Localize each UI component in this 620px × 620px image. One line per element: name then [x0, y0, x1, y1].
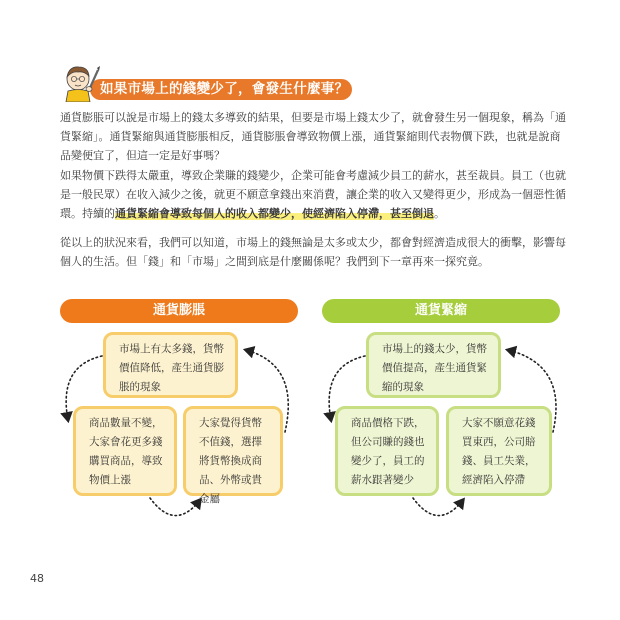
inflation-box-right: 大家覺得貨幣不值錢，選擇將貨幣換成商品、外幣或貴金屬	[183, 406, 283, 496]
deflation-box-left: 商品價格下跌，但公司賺的錢也變少了，員工的薪水跟著變少	[335, 406, 439, 496]
paragraph-2-text-end: 。	[434, 207, 445, 220]
paragraph-2-highlight: 通貨緊縮會導致每個人的收入都變少，使經濟陷入停滯，甚至倒退	[115, 207, 434, 220]
section-title: 如果市場上的錢變少了，會發生什麼事？	[90, 79, 352, 100]
page-number: 48	[30, 572, 44, 585]
boy-mascot-icon	[62, 62, 102, 102]
deflation-box-top: 市場上的錢太少，貨幣價值提高，產生通貨緊縮的現象	[366, 332, 501, 398]
deflation-box-right: 大家不願意花錢買東西，公司賠錢、員工失業，經濟陷入停滯	[446, 406, 552, 496]
paragraph-1-text: 通貨膨脹可以說是市場上的錢太多導致的結果，但要是市場上錢太少了，就會發生另一個現象，稱為「通貨緊縮」。通貨緊縮與通貨膨脹相反，通貨膨脹會導致物價上漲，通貨緊縮則代表物價下跌，也就是說商品變便宜了，但這一定是好事嗎？	[60, 111, 566, 162]
inflation-arrow-bottom	[150, 498, 200, 516]
paragraph-1	[60, 108, 570, 165]
paragraph-2	[60, 166, 570, 223]
inflation-box-left: 商品數量不變，大家會花更多錢購買商品，導致物價上漲	[73, 406, 177, 496]
paragraph-3-text: 從以上的狀況來看，我們可以知道，市場上的錢無論是太多或太少，都會對經濟造成很大的衝擊，影響每個人的生活。但「錢」和「市場」之間到底是什麼關係呢？我們到下一章再來一探究竟。	[60, 236, 566, 268]
paragraph-3	[60, 233, 570, 271]
paragraph-2-text-start: 如果物價下跌得太嚴重，導致企業賺的錢變少，企業可能會考慮減少員工的薪水，甚至裁員。員工（也就是一般民眾）在收入減少之後，就更不願意拿錢出來消費，讓企業的收入又變得更少，形成為一個惡性循環。持續的	[60, 169, 566, 220]
section-heading	[62, 62, 362, 102]
inflation-title-pill: 通貨膨脹	[60, 299, 298, 323]
deflation-arrow-bottom	[413, 498, 463, 516]
inflation-box-top: 市場上有太多錢，貨幣價值降低，產生通貨膨脹的現象	[103, 332, 238, 398]
deflation-title-pill: 通貨緊縮	[322, 299, 560, 323]
